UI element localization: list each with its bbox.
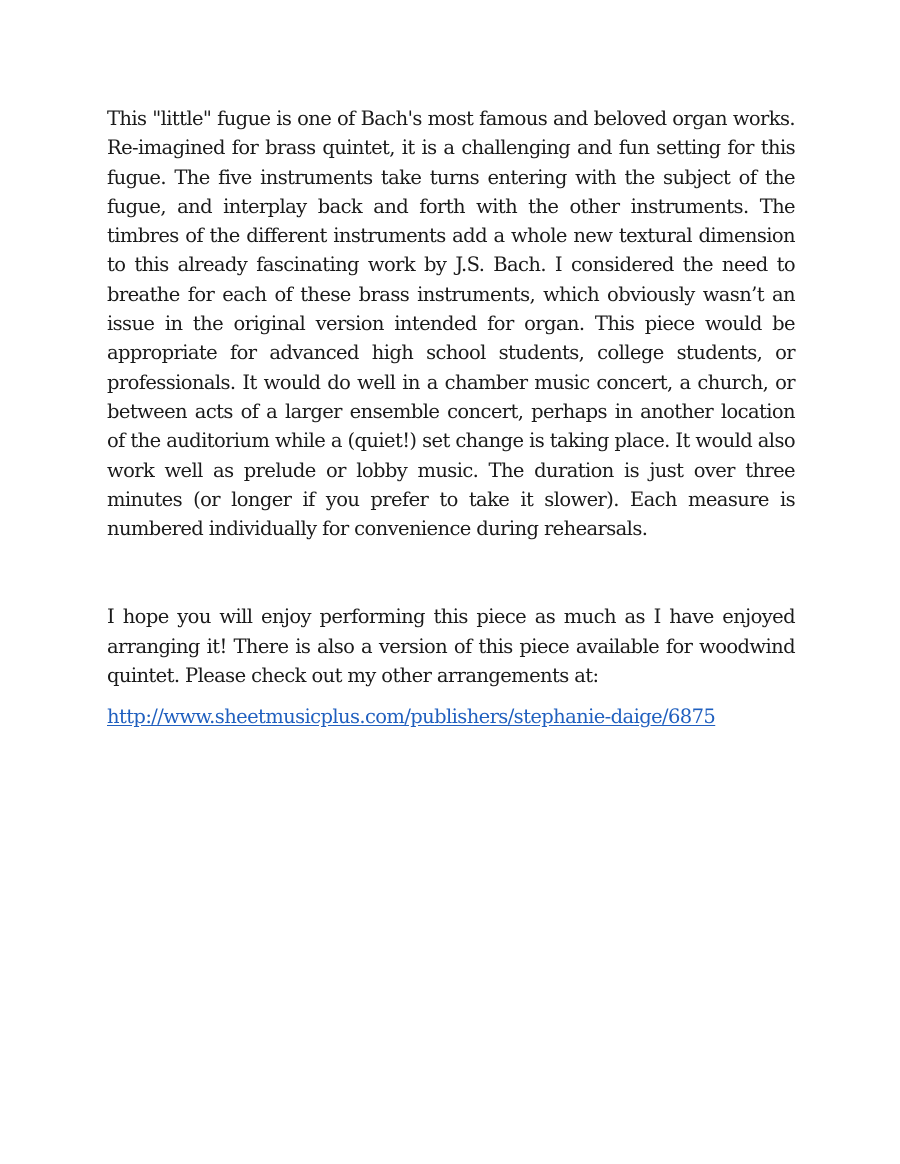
publisher-link[interactable]: http://www.sheetmusicplus.com/publishers/stephanie-daige/6875 bbox=[107, 705, 716, 729]
paragraph-description: This "little" fugue is one of Bach's most famous and beloved organ works. Re-imagined for brass quintet, it is a challenging and fun setting for this fugue. The five instruments take turns entering with the subject of the fugue, and interplay back and forth with the other instruments. The timbres of the different instruments add a whole new textural dimension to this already fascinating work by J.S. Bach. I considered the need to breathe for each of these brass instruments, which obviously wasn’t an issue in the original version intended for organ. This piece would be appropriate for advanced high school students, college students, or professionals. It would do well in a chamber music concert, a church, or between acts of a larger ensemble concert, perhaps in another location of the auditorium while a (quiet!) set change is taking place. It would also work well as prelude or lobby music. The duration is just over three minutes (or longer if you prefer to take it slower). Each measure is numbered individually for convenience during rehearsals. bbox=[107, 107, 795, 541]
link-line bbox=[107, 702, 795, 731]
document-body bbox=[107, 104, 795, 732]
paragraph-closing: I hope you will enjoy performing this piece as much as I have enjoyed arranging it! There is also a version of this piece available for woodwind quintet. Please check out my other arrangements at: bbox=[107, 605, 795, 688]
